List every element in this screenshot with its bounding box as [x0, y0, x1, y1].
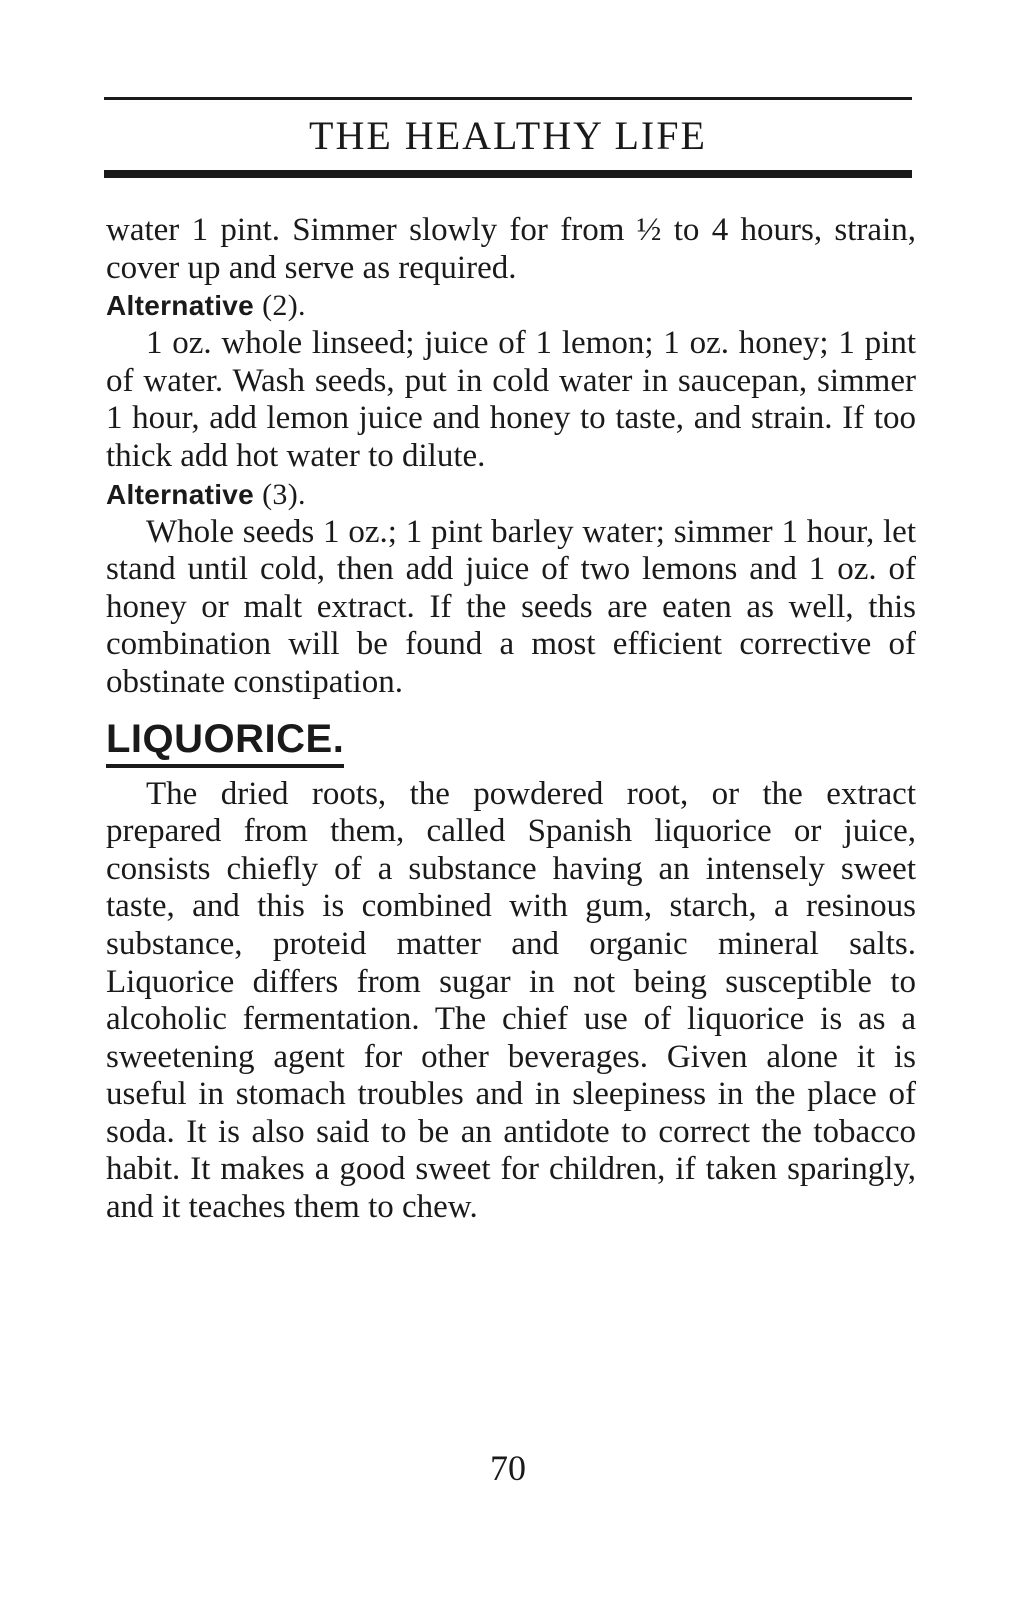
alternative-2-label: Alternative [106, 290, 255, 322]
page-number: 70 [490, 1448, 526, 1488]
running-title: THE HEALTHY LIFE [309, 113, 707, 158]
alternative-3-paragraph: Whole seeds 1 oz.; 1 pint barley water; simmer 1 hour, let stand until cold, then add juice of two lemons and 1 oz. of honey or malt extract. If the seeds are eaten as well, this combination will be found a most efficient corrective of obstinate constipation. [106, 513, 916, 700]
recipe-continuation-paragraph: water 1 pint. Simmer slowly for from ½ to 4 hours, strain, cover up and serve as required. [106, 212, 916, 286]
header-bottom-rule [104, 170, 912, 178]
alternative-3-number: (3). [262, 477, 306, 511]
alternative-2-paragraph: 1 oz. whole linseed; juice of 1 lemon; 1 oz. honey; 1 pint of water. Wash seeds, put in cold water in saucepan, simmer 1 hour, add lemon juice and honey to taste, and strain. If too thick add hot water to dilute. [106, 325, 916, 474]
header-top-rule [104, 97, 912, 100]
alternative-3-label: Alternative [106, 478, 255, 510]
liquorice-paragraph: The dried roots, the powdered root, or the extract prepared from them, called Spanish liquorice or juice, consists chiefly of a substance having an intensely sweet taste, and this is combined with gum, starch, a resinous substance, proteid matter and organic mineral salts. Liquorice differs from sugar in not being susceptible to alcoholic fermentation. The chief use of liquorice is as a sweetening agent for other beverages. Given alone it is useful in stomach troubles and in sleepiness in the place of soda. It is also said to be an antidote to correct the tobacco habit. It makes a good sweet for children, if taken sparingly, and it teaches them to chew. [106, 775, 916, 1226]
alternative-2-number: (2). [262, 289, 306, 323]
alternative-2-heading [106, 287, 916, 325]
page-body [106, 212, 916, 1227]
alternative-3-heading [106, 476, 916, 514]
liquorice-heading: LIQUORICE. [106, 716, 344, 768]
